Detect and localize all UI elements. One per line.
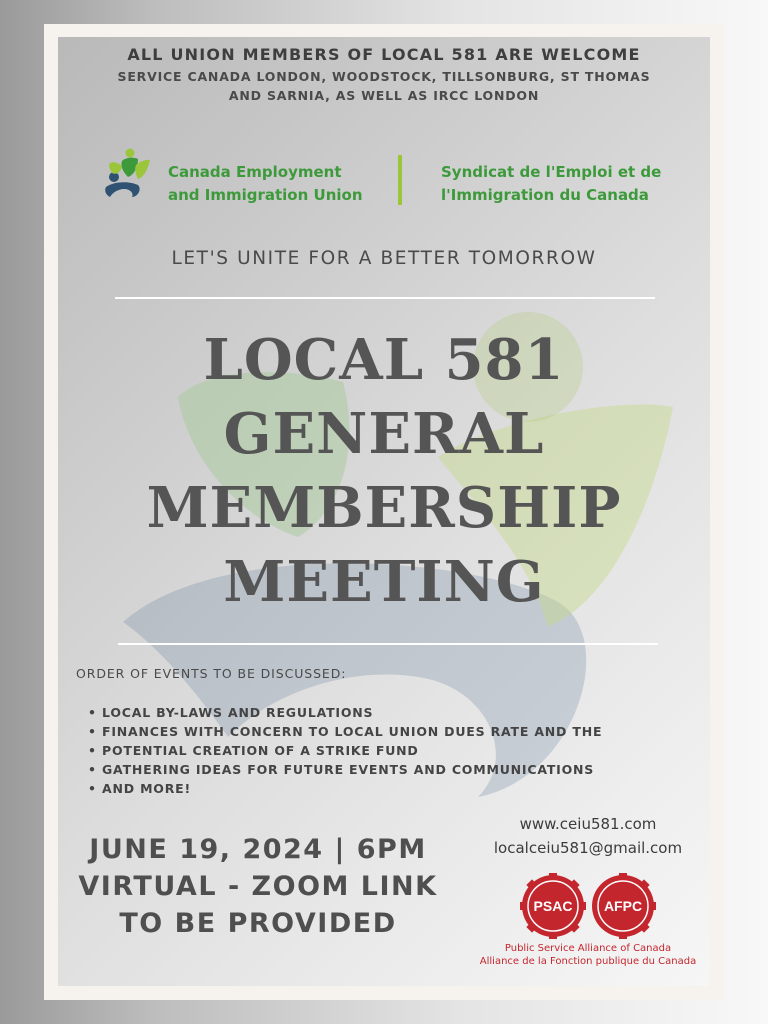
tagline: LET'S UNITE FOR A BETTER TOMORROW <box>171 248 597 269</box>
union-name-french-line-1: Syndicat de l'Emploi et de <box>441 163 662 181</box>
website-link[interactable]: www.ceiu581.com <box>519 815 657 833</box>
locations-line-2: AND SARNIA, AS WELL AS IRCC LONDON <box>228 88 540 103</box>
psac-name-english: Public Service Alliance of Canada <box>504 943 672 954</box>
meeting-headline <box>58 323 710 619</box>
headline-line-1: LOCAL 581 <box>203 327 565 393</box>
locations-subtitle <box>78 67 690 105</box>
union-name-french <box>441 161 661 207</box>
headline-line-3: MEMBERSHIP <box>146 475 622 541</box>
gear-badge-icon <box>520 873 656 939</box>
agenda-item: • LOCAL BY-LAWS AND REGULATIONS <box>88 703 688 722</box>
event-date-time: JUNE 19, 2024 | 6PM <box>89 834 427 865</box>
union-name-english <box>168 161 363 207</box>
welcome-title: ALL UNION MEMBERS OF LOCAL 581 ARE WELCOME <box>127 45 641 64</box>
union-name-english-line-1: Canada Employment <box>168 163 342 181</box>
union-name-english-line-2: and Immigration Union <box>168 186 363 204</box>
agenda-item: • FINANCES WITH CONCERN TO LOCAL UNION DUES RATE AND THE <box>88 722 688 741</box>
poster-panel <box>58 37 710 986</box>
locations-line-1: SERVICE CANADA LONDON, WOODSTOCK, TILLSONBURG, ST THOMAS <box>117 69 651 84</box>
psac-badge-label: PSAC <box>533 898 573 914</box>
logo-divider <box>398 155 402 205</box>
afpc-badge-label: AFPC <box>603 898 643 914</box>
union-name-french-line-2: l'Immigration du Canada <box>441 186 649 204</box>
divider-bottom <box>118 643 658 645</box>
ceiu-people-leaf-icon <box>100 147 150 201</box>
agenda-list <box>88 703 688 798</box>
divider-top <box>115 297 655 299</box>
event-details <box>68 831 448 942</box>
headline-line-4: MEETING <box>223 549 545 615</box>
email-link[interactable]: localceiu581@gmail.com <box>493 839 683 857</box>
headline-line-2: GENERAL <box>223 401 545 467</box>
event-location-line-1: VIRTUAL - ZOOM LINK <box>78 871 438 902</box>
agenda-item: • GATHERING IDEAS FOR FUTURE EVENTS AND COMMUNICATIONS <box>88 760 688 779</box>
psac-name-french: Alliance de la Fonction publique du Canada <box>479 956 697 967</box>
event-location-line-2: TO BE PROVIDED <box>119 908 397 939</box>
agenda-item: • POTENTIAL CREATION OF A STRIKE FUND <box>88 741 688 760</box>
agenda-heading: ORDER OF EVENTS TO BE DISCUSSED: <box>76 666 347 681</box>
agenda-item: • AND MORE! <box>88 779 688 798</box>
